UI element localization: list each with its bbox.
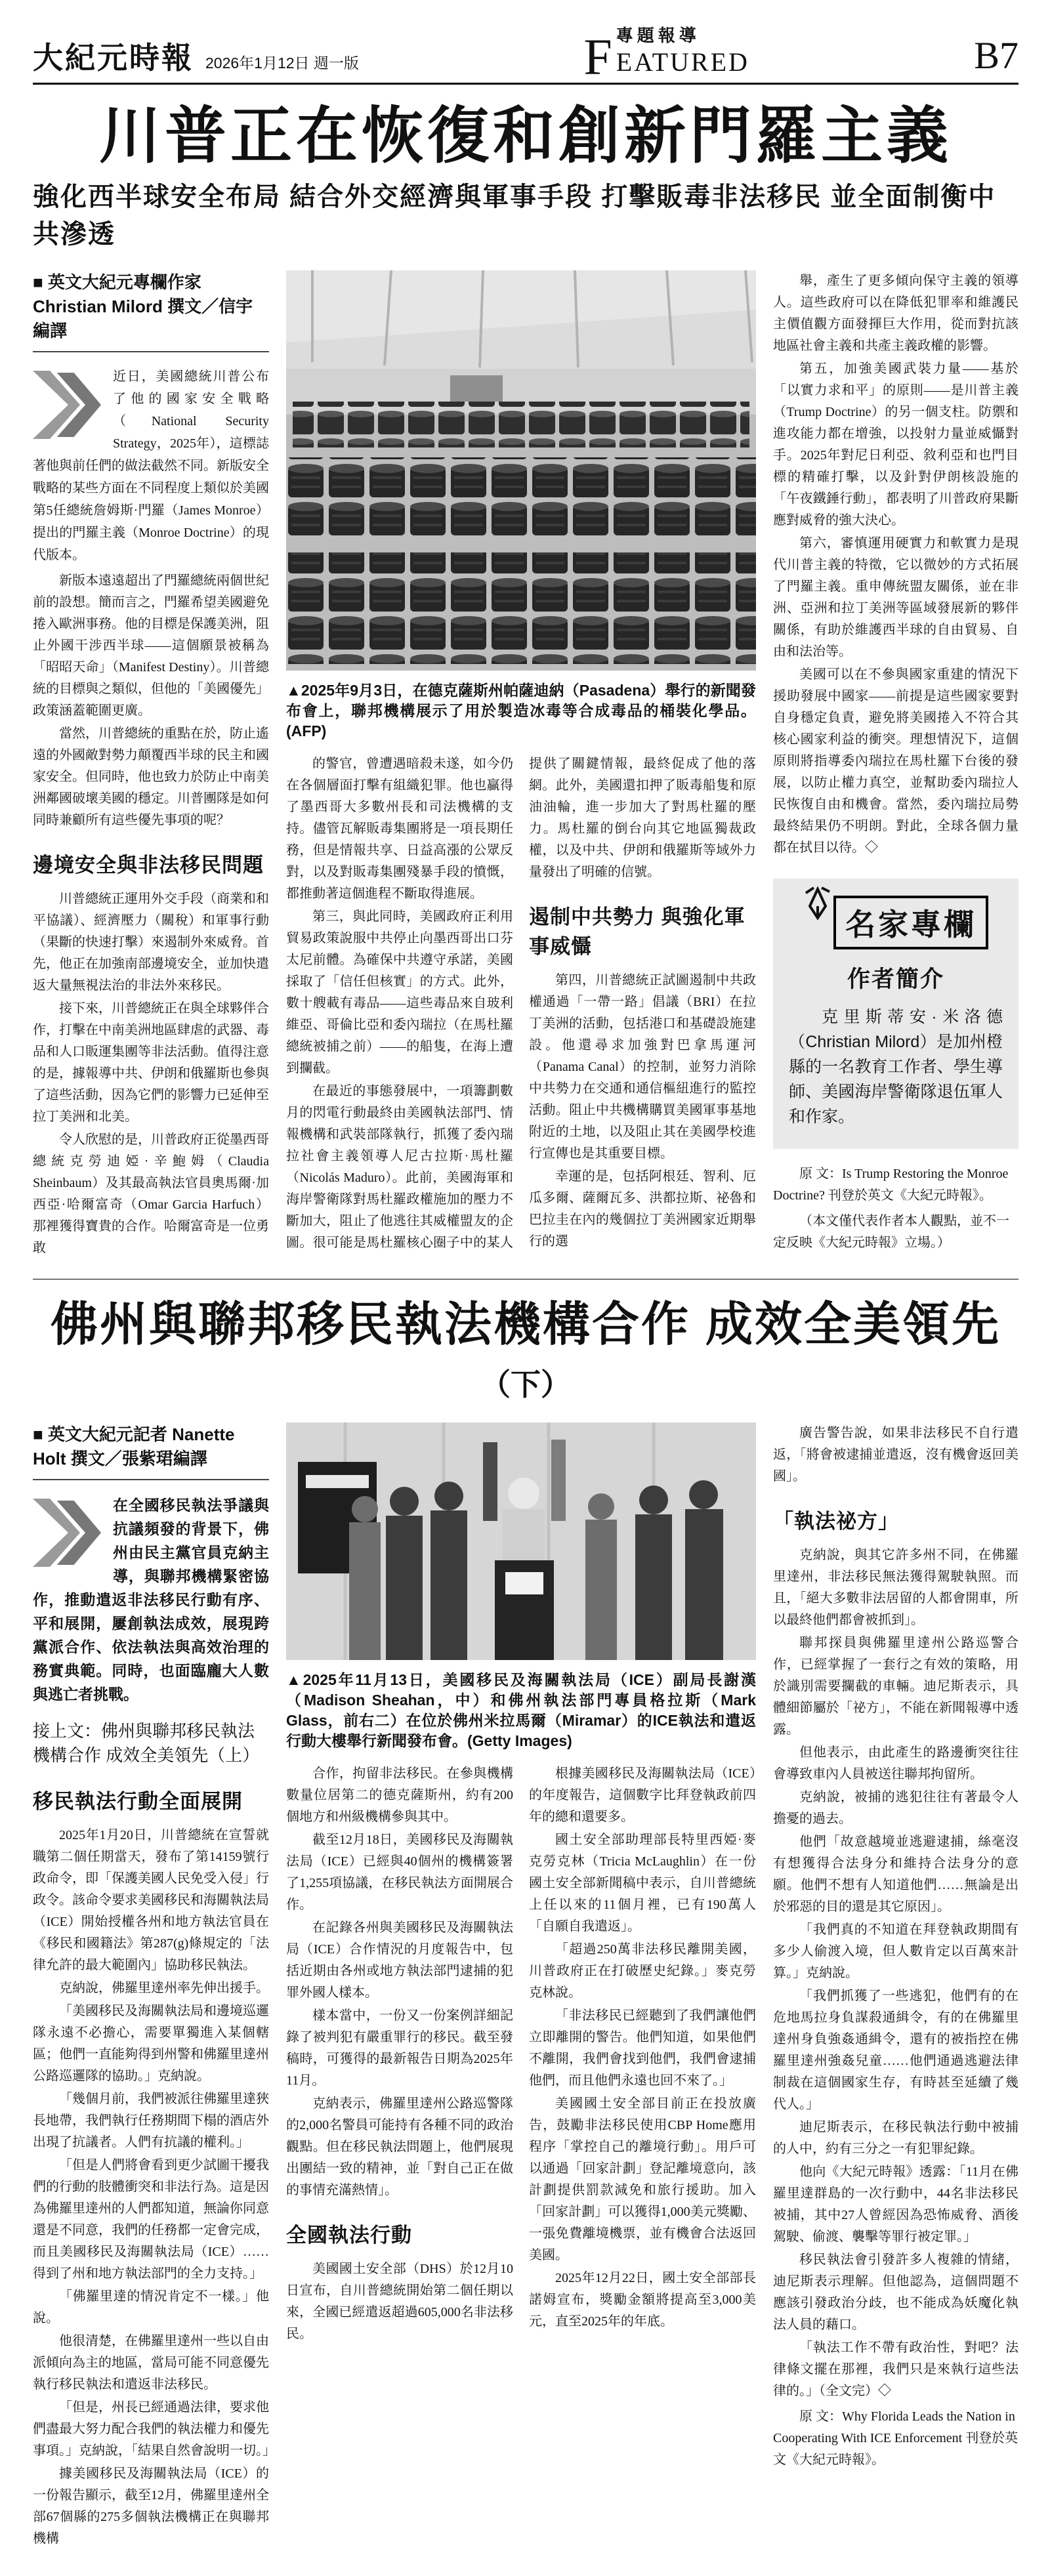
paragraph: 聯邦探員與佛羅里達州公路巡警合作，已經掌握了一套行之有效的策略，用於識別需要攔截的車輛。迪尼斯表示，具體細節屬於「祕方」，不能在新聞報導中透露。 (773, 1635, 1018, 1737)
paragraph: 的警官，曾遭遇暗殺未遂，如今仍在各個層面打擊有組織犯罪。他也贏得了墨西哥大多數州長和司法機構的支持。儘管瓦解販毒集團將是一項長期任務，但是情報共享、日益高漲的公眾反對，以及對販毒集團殘暴手段的憤慨，都推動著這個進程不斷取得進展。 (286, 757, 513, 902)
source-line: 原 文：Is Trump Restoring the Monroe Doctrine? 刊登於英文《大紀元時報》。 (773, 1167, 1009, 1203)
article1-right-column (773, 270, 1018, 1254)
source-line: 原 文：Why Florida Leads the Nation in Cooperating With ICE Enforcement 刊登於英文《大紀元時報》。 (773, 2409, 1018, 2467)
article1-photo-caption: ▲2025年9月3日，在德克薩斯州帕薩迪納（Pasadena）舉行的新聞發布會上，聯邦機構展示了用於製造冰毒等合成毒品的桶裝化學品。(AFP) (286, 682, 756, 740)
column-subhead: 全國執法行動 (286, 2223, 412, 2247)
paragraph: 國土安全部助理部長特里西婭·麥克勞克林（Tricia McLaughlin）在一份國土安全部新聞稿中表示，自川普總統上任以來的11個月裡，已有190萬人「自願自我遣返」。 (529, 1832, 756, 1934)
article1-photo (286, 270, 756, 671)
edition-date: 2026年1月12日 週一版 (205, 54, 359, 72)
paragraph: 克納表示，佛羅里達州公路巡警隊的2,000名警員可能持有各種不同的政治觀點。但在移民執法問題上，他們展現出團結一致的精神，並「對自己正在做的事情充滿熱情」。 (286, 2096, 513, 2197)
article1-right-text (773, 270, 1018, 859)
section-banner (583, 22, 749, 85)
article2-photo-caption: ▲2025年11月13日，美國移民及海關執法局（ICE）副局長謝漢（Madison Sheahan，中）和佛州執法部門專員格拉斯（Mark Glass，前右二）在位於佛州米拉馬爾（Miramar）的ICE執法和遣返行動大樓舉行新聞發布會。(Getty Images) (286, 1671, 756, 1749)
paragraph: 2025年1月20日，川普總統在宣誓就職第二個任期當天，發布了第14159號行政命令，即「保護美國人民免受入侵」行政令。該命令要求美國移民和海關執法局（ICE）開始授權各州和地方執法官員在《移民和國籍法》第287(g)條規定的「法律允許的最大範圍內」協助移民執法。 (33, 1827, 269, 1972)
paragraph: 「美國移民及海關執法局和邊境巡邏隊永遠不必擔心，需要單獨進入某個轄區；他們一直能夠得到州警和佛羅里達州公路巡邏隊的協助。」克納說。 (33, 2003, 269, 2083)
columnist-badge-row (789, 896, 1003, 949)
article1-lead-paragraph: 近日，美國總統川普公布了他的國家安全戰略（National Security Strategy，2025年），這標誌著他與前任們的做法截然不同。新版安全戰略的某些方面在不同程度上類似於美國第5任總統詹姆斯·門羅（James Monroe）提出的門羅主義（Monroe Doctrine）的現代版本。 (33, 369, 269, 563)
article2-middle-text (286, 1763, 756, 2345)
newspaper-name: 大紀元時報 (33, 41, 194, 75)
article2-photo (286, 1423, 756, 1660)
paragraph: 幸運的是，包括阿根廷、智利、厄瓜多爾、薩爾瓦多、洪都拉斯、祕魯和巴拉圭在內的幾個拉丁美洲國家近期舉行的選 (529, 1169, 756, 1249)
paragraph: 克納說，被捕的逃犯往往有著最令人擔憂的過去。 (773, 1789, 1018, 1826)
paragraph: 第六，審慎運用硬實力和軟實力是現代川普主義的特徵，它以微妙的方式拓展了門羅主義。重申傳統盟友關係，並在非洲、亞洲和拉丁美洲等區域發展新的夥伴關係，有助於維護西半球的自由貿易、自由和法治等。 (773, 536, 1018, 659)
paragraph: 合作，拘留非法移民。在參與機構數量位居第二的德克薩斯州，約有200個地方和州級機構參與其中。 (286, 1766, 513, 1824)
paragraph: 「超過250萬非法移民離開美國，川普政府正在打破歷史紀錄。」麥克勞克林說。 (529, 1942, 756, 2000)
masthead (33, 34, 359, 77)
article1-lead-wrap (33, 365, 269, 566)
paragraph: 迪尼斯表示，在移民執法行動中被捕的人中，約有三分之一有犯罪紀錄。 (773, 2119, 1018, 2156)
article1-left-text (33, 570, 269, 1259)
paragraph: 他們「故意越境並逃避逮捕，絲毫沒有想獲得合法身分和維持合法身分的意願。他們不想有人知道他們……無論是出於邪惡的目的還是其它原因」。 (773, 1834, 1018, 1914)
article2-body (33, 1423, 1018, 2550)
paragraph: 「非法移民已經聽到了我們讓他們立即離開的警告。他們知道，如果他們不離開，我們會找到他們，我們會逮捕他們，而且他們永遠也回不來了。」 (529, 2008, 756, 2088)
column-subhead: 遏制中共勢力 與強化軍事威懾 (529, 905, 746, 959)
paragraph: 「我們抓獲了一些逃犯，他們有的在危地馬拉身負謀殺通緝令，有的在佛羅里達州身負強姦通緝令，還有的被指控在佛羅里達州強姦兒童……他們通過逃避法律制裁在這個國家生存，有時甚至延續了幾代人。」 (773, 1988, 1018, 2111)
article2-headline-suffix: （下） (480, 1367, 571, 1402)
columnist-badge: 名家專欄 (833, 896, 988, 949)
article2-left-column (33, 1423, 276, 2550)
source-line: （本文僅代表作者本人觀點，並不一定反映《大紀元時報》立場。） (773, 1214, 1009, 1251)
paragraph: 克納說，與其它許多州不同，在佛羅里達州，非法移民無法獲得駕駛執照。而且，「絕大多數非法居留的人都會開車，所以最終他們都會被抓到」。 (773, 1547, 1018, 1627)
section-title-english: EATURED (616, 47, 749, 77)
article1-figure (286, 270, 756, 741)
article2-lead-paragraph: 在全國移民執法爭議與抗議頻發的背景下，佛州由民主黨官員克納主導，與聯邦機構緊密協作，推動遣返非法移民行動有序、平和展開，屢創執法成效，展現跨黨派合作、依法執法與高效治理的務實典範。同時，也面臨龐大人數與逃亡者挑戰。 (33, 1496, 269, 1703)
article2-byline: ■ 英文大紀元記者 Nanette Holt 撰文／張紫珺編譯 (33, 1423, 269, 1480)
paragraph: 克納說，佛羅里達州率先伸出援手。 (59, 1980, 269, 1995)
article2-right-text (773, 1423, 1018, 2471)
pen-icon (803, 886, 832, 921)
column-subhead: 移民執法行動全面展開 (33, 1789, 243, 1813)
page-number: B7 (974, 34, 1018, 77)
page-header (33, 22, 1018, 85)
section-title-chinese: 專題報導 (616, 26, 700, 45)
article1-subheadline: 強化西半球安全布局 結合外交經濟與軍事手段 打擊販毒非法移民 並全面制衡中共滲透 (33, 182, 996, 249)
paragraph: 「佛羅里達的情況肯定不一樣。」他說。 (33, 2289, 269, 2325)
article2-headline-main: 佛州與聯邦移民執法機構合作 成效全美領先 (50, 1298, 1001, 1352)
paragraph: 「但是人們將會看到更少試圖干擾我們的行動的肢體衝突和非法行為。這是因為佛羅里達州的人們都知道，無論你同意還是不同意，我們的任務都一定會完成，而且美國移民及海關執法局（ICE）……得到了州和地方執法部門的全力支持。」 (33, 2157, 269, 2281)
article2-left-text (33, 1719, 276, 2550)
paragraph: 第五，加強美國武裝力量——基於「以實力求和平」的原則——是川普主義（Trump Doctrine）的另一個支柱。防禦和進攻能力都在增強，以投射力量並威懾對手。2025年對尼日利亞、敘利亞和也門目標的精確打擊，以及針對伊朗核設施的「午夜鐵錘行動」，都表明了川普政府果斷應對威脅的強大決心。 (773, 362, 1018, 528)
paragraph: 但他表示，由此產生的路邊衝突往往會導致車內人員被送往聯邦拘留所。 (773, 1745, 1018, 1781)
section-labels (616, 22, 749, 77)
column-subhead: 「執法祕方」 (773, 1509, 899, 1533)
paragraph: 當然，川普總統的重點在於，防止遙遠的外國敵對勢力顛覆西半球的民主和國家安全。但同時，他也致力於防止中南美洲鄰國破壞美國的穩定。川普團隊是如何同時兼顧所有這些優先事項的呢？ (33, 726, 269, 828)
article2-lead-wrap (33, 1493, 269, 1706)
paragraph: 美國國土安全部（DHS）於12月10日宣布，自川普總統開始第二個任期以來，全國已經遣返超過605,000名非法移民。 (286, 2261, 513, 2341)
article1-body (33, 270, 1018, 1259)
paragraph: 「我們真的不知道在拜登執政期間有多少人偷渡入境，但人數肯定以百萬來計算。」克納說。 (773, 1922, 1018, 1980)
article2-headline (33, 1298, 1018, 1407)
paragraph: 「執法工作不帶有政治性，對吧？法律條文擺在那裡，我們只是來執行這些法律的。」（全文完）◇ (773, 2340, 1018, 2398)
paragraph: 美國可以在不參與國家重建的情況下援助發展中國家——前提是這些國家要對自身穩定負責，避免將美國捲入不符合其核心國家利益的衝突。理想情況下，這個原則將指導委內瑞拉在馬杜羅下台後的發展，以防止權力真空，並幫助委內瑞拉人民恢復自由和機會。當然，委內瑞拉局勢最終結果仍不明朗。對此，全球各個力量都在拭目以待。◇ (773, 667, 1018, 856)
paragraph: 舉，產生了更多傾向保守主義的領導人。這些政府可以在降低犯罪率和維護民主價值觀方面發揮巨大作用，從而對抗該地區社會主義和共產主義政權的影響。 (773, 274, 1018, 354)
paragraph: 樣本當中，一份又一份案例詳細記錄了被判犯有嚴重罪行的移民。截至發稿時，可獲得的最新報告日期為2025年11月。 (286, 2008, 513, 2088)
author-bio: 克里斯蒂安·米洛德（Christian Milord）是加州橙縣的一名教育工作者、學生導師、美國海岸警衛隊退伍軍人和作家。 (789, 1008, 1003, 1127)
article2-figure (286, 1423, 756, 1751)
paragraph: 在記錄各州與美國移民及海關執法局（ICE）合作情況的月度報告中，包括近期由各州或地方執法部門逮捕的犯罪外國人樣本。 (286, 1920, 513, 2000)
paragraph: 根據美國移民及海關執法局（ICE）的年度報告，這個數字比拜登執政前四年的總和還要多。 (529, 1766, 756, 1824)
article2-right-column (773, 1423, 1018, 2471)
author-intro-title: 作者簡介 (847, 966, 944, 993)
columnist-box (773, 879, 1018, 1149)
chevron-drop-icon (33, 1499, 104, 1567)
paragraph: 他很清楚，在佛羅里達州一些以自由派傾向為主的地區，當局可能不同意優先執行移民執法和遣返非法移民。 (33, 2333, 269, 2392)
paragraph: 「但是，州長已經通過法律，要求他們盡最大努力配合我們的執法權力和優先事項。」克納說，「結果自然會說明一切。」 (33, 2399, 276, 2458)
article1-source-block (773, 1163, 1018, 1254)
paragraph: 第四，川普總統正試圖遏制中共政權通過「一帶一路」倡議（BRI）在拉丁美洲的活動，包括港口和基礎設施建設。他還尋求加強對巴拿馬運河（Panama Canal）的控制，並努力消除中共勢力在交通和通信樞紐進行的監控活動。阻止中共機構購買美國軍事基地附近的土地，以及阻止其在美國學校進行宣傳也是其重要目標。 (529, 973, 756, 1161)
paragraph: 他向《大紀元時報》透露：「11月在佛羅里達群島的一次行動中，44名非法移民被捕，其中27人曾經因為恐怖威脅、酒後駕駛、偷渡、襲擊等罪行被定罪。」 (773, 2164, 1018, 2244)
article1-byline: ■ 英文大紀元專欄作家 Christian Milord 撰文／信宇編譯 (33, 270, 269, 352)
paragraph: 川普總統正運用外交手段（商業和和平協議）、經濟壓力（關稅）和軍事行動（果斷的快速打擊）來遏制外來威脅。首先，他正在加強南部邊境安全，並加快遣返大量無視法治的非法外來移民。 (33, 892, 269, 993)
paragraph: 廣告警告說，如果非法移民不自行遣返，「將會被逮捕並遣返，沒有機會返回美國」。 (773, 1425, 1018, 1484)
paragraph: 新版本遠遠超出了門羅總統兩個世紀前的設想。簡而言之，門羅希望美國避免捲入歐洲事務。他的目標是保護美洲，阻止外國干涉西半球——這個願景被稱為「昭昭天命」（Manifest Destiny）。川普總統的目標與之類似，但他的「美國優先」政策涵蓋範圍更廣。 (33, 573, 269, 718)
section-initial: F (583, 28, 612, 85)
paragraph: 接下來，川普總統正在與全球夥伴合作，打擊在中南美洲地區肆虐的武器、毒品和人口販運集團等非法活動。值得注意的是，據報導中共、伊朗和俄羅斯也參與了這些活動，因為它們的影響力已延伸至拉丁美洲和北美。 (33, 1001, 269, 1125)
chevron-drop-icon (33, 371, 104, 439)
paragraph: 2025年12月22日，國土安全部部長諾姆宣布，獎勵金額將提高至3,000美元，直至2025年的年底。 (529, 2270, 756, 2329)
article1-middle-column (286, 270, 756, 1254)
paragraph: 據美國移民及海關執法局（ICE）的一份報告顯示，截至12月，佛羅里達州全部67個縣的275多個執法機構正在與聯邦機構 (33, 2466, 269, 2546)
paragraph: 移民執法會引發許多人複雜的情緒，迪尼斯表示理解。但他認為，這個問題不應該引發政治分歧，也不能成為妖魔化執法人員的藉口。 (773, 2252, 1018, 2332)
column-subhead: 邊境安全與非法移民問題 (33, 854, 264, 877)
paragraph: 在最近的事態發展中，一項籌劃數月的閃電行動最終由美國執法部門、情報機構和武裝部隊執行，抓獲了委內瑞拉社會主義領導人尼古拉斯·馬杜羅（Nicolás Maduro）。此前，美國海軍和海岸警衛隊對馬杜羅政權施加的壓力不斷加大，阻止了他逃往其威權盟友的企圖。很可能是馬杜羅核心圈子中的某人提供了關鍵情報，最終促成了他的落網。此外，美國還扣押了販毒船隻和原油油輪，進一步加大了對馬杜羅的壓力。馬杜羅的倒台向其它地區獨裁政權，以及中共、伊朗和俄羅斯等域外力量發出了明確的信號。 (286, 757, 756, 1251)
paragraph: 美國國土安全部目前正在投放廣告，鼓勵非法移民使用CBP Home應用程序「掌控自己的離境行動」。用戶可以通過「回家計劃」登記離境意向，該計劃提供罰款減免和旅行援助。加入「回家計劃」可以獲得1,000美元獎勵、一張免費離境機票，並有機會合法返回美國。 (529, 2096, 756, 2262)
article1-middle-text (286, 753, 756, 1254)
article1-headline: 川普正在恢復和創新門羅主義 (98, 101, 952, 170)
continuation-note: 接上文：佛州與聯邦移民執法機構合作 成效全美領先（上） (33, 1720, 260, 1765)
article1-left-column (33, 270, 269, 1259)
paragraph: 「幾個月前，我們被派往佛羅里達狹長地帶，我們執行任務期間下榻的酒店外出現了抗議者。人們有抗議的權利。」 (33, 2091, 269, 2150)
article2-middle-column (286, 1423, 756, 2345)
paragraph: 截至12月18日，美國移民及海關執法局（ICE）已經與40個州的機構簽署了1,255項協議，在移民執法方面開展合作。 (286, 1832, 513, 1912)
paragraph: 令人欣慰的是，川普政府正從墨西哥總統克勞迪婭·辛鮑姆（Claudia Sheinbaum）及其最高執法官員奧馬爾·加西亞·哈爾富奇（Omar Garcia Harfuch）那裡獲得寶貴的合作。哈爾富奇是一位勇敢 (33, 1132, 269, 1256)
paragraph: 第三，與此同時，美國政府正利用貿易政策說服中共停止向墨西哥出口芬太尼前體。為確保中共遵守承諾，美國採取了「信任但核實」的方式。此外，數十艘載有毒品——這些毒品來自玻利維亞、哥倫比亞和委內瑞拉（在馬杜羅總統被捕之前）——的船隻，在海上遭到攔截。 (286, 909, 513, 1076)
